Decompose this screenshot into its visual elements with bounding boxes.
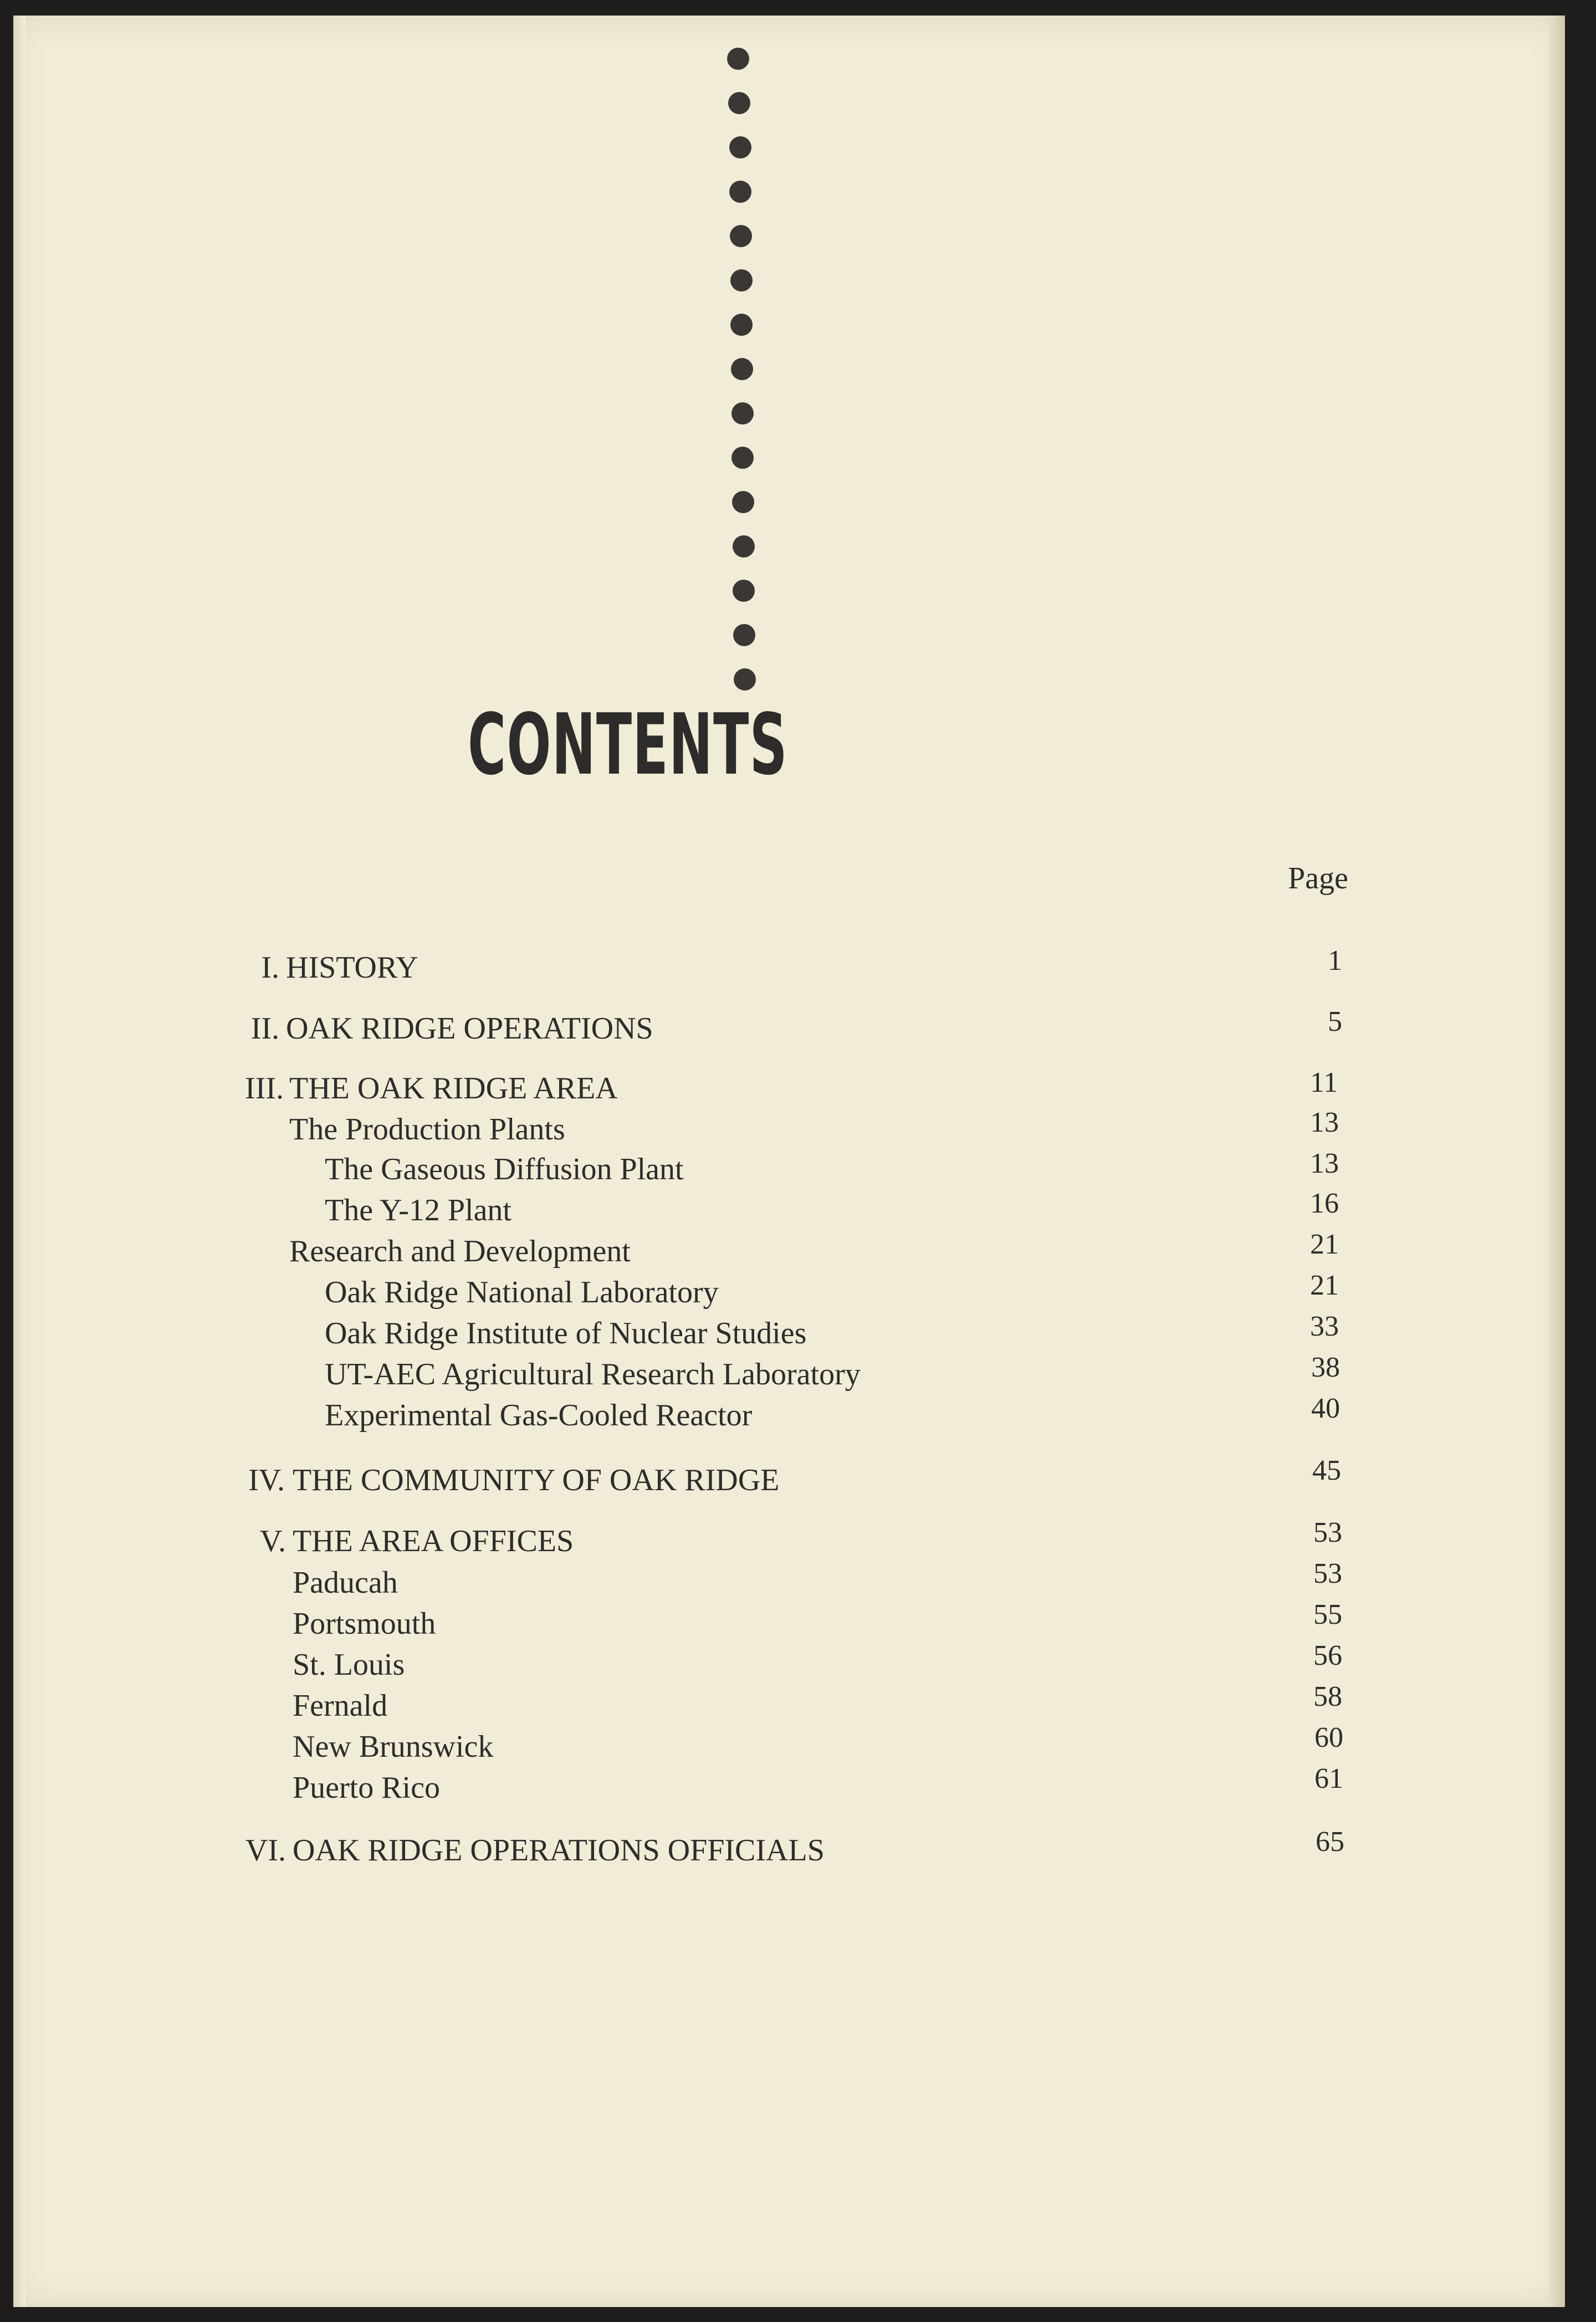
toc-entry-page: 38 [1311,1352,1340,1383]
toc-entry-title: THE OAK RIDGE AREA [289,1071,618,1106]
toc-entry-title: Oak Ridge National Laboratory [325,1275,719,1310]
decorative-dot [730,314,753,336]
toc-entry-page: 53 [1313,1517,1342,1548]
page-edge-right [1548,16,1565,2307]
toc-entry-title: The Y-12 Plant [325,1193,511,1228]
toc-entry-number: IV. [248,1463,285,1497]
page-edge-left [13,16,25,2307]
toc-entry-page: 53 [1313,1558,1342,1589]
decorative-dot [731,358,753,380]
toc-entry-title: Oak Ridge Institute of Nuclear Studies [325,1316,807,1351]
toc-entry-number: II. [250,1011,279,1046]
toc-entry-page: 56 [1313,1640,1342,1671]
toc-entry-number: VI. [245,1833,286,1868]
decorative-dot [727,48,749,70]
toc-entry-title: THE COMMUNITY OF OAK RIDGE [293,1463,780,1497]
toc-entry-page: 21 [1310,1270,1339,1301]
decorative-dot [728,92,750,114]
toc-entry-page: 21 [1310,1229,1339,1260]
toc-entry-page: 16 [1310,1188,1339,1219]
toc-entry-page: 5 [1328,1006,1342,1037]
page-column-label: Page [1288,861,1348,896]
decorative-dot [734,668,756,691]
toc-entry-page: 33 [1310,1311,1339,1342]
decorative-dot [729,181,751,203]
decorative-dot [733,580,755,602]
decorative-dot [733,624,755,646]
toc-entry-number: III. [245,1071,284,1106]
toc-entry-page: 40 [1311,1393,1340,1424]
toc-entry-title: THE AREA OFFICES [293,1524,574,1558]
toc-entry-title: OAK RIDGE OPERATIONS [286,1011,653,1046]
decorative-dot [732,402,754,424]
toc-entry-page: 61 [1314,1763,1343,1794]
toc-entry-page: 58 [1313,1681,1342,1712]
toc-entry-page: 13 [1310,1148,1339,1179]
toc-entry-title: Portsmouth [293,1607,436,1641]
toc-entry-page: 1 [1328,945,1342,976]
page-title: CONTENTS [468,695,788,794]
toc-entry-page: 65 [1316,1826,1344,1858]
decorative-dot [729,136,751,158]
toc-entry-title: UT-AEC Agricultural Research Laboratory [325,1357,861,1392]
toc-entry-title: Fernald [293,1689,388,1723]
decorative-dot [732,447,754,469]
decorative-dot [733,535,755,558]
toc-entry-page: 55 [1313,1599,1342,1630]
toc-entry-number: V. [259,1524,286,1558]
toc-entry-title: The Production Plants [289,1112,565,1147]
toc-entry-page: 60 [1314,1722,1343,1753]
toc-entry-title: HISTORY [286,950,418,985]
toc-entry-number: I. [261,950,279,985]
toc-entry-title: New Brunswick [293,1730,494,1764]
toc-entry-page: 45 [1312,1455,1341,1486]
decorative-dot [732,491,754,513]
toc-entry-title: OAK RIDGE OPERATIONS OFFICIALS [293,1833,825,1868]
toc-entry-title: Experimental Gas-Cooled Reactor [325,1398,753,1433]
toc-entry-page: 11 [1310,1067,1338,1098]
toc-entry-title: Research and Development [289,1234,631,1269]
toc-entry-title: Paducah [293,1566,398,1600]
toc-entry-page: 13 [1310,1107,1339,1138]
document-page [13,16,1565,2307]
toc-entry-title: The Gaseous Diffusion Plant [325,1152,684,1186]
decorative-dot [730,225,752,247]
toc-entry-title: St. Louis [293,1648,405,1682]
decorative-dot [730,269,753,291]
toc-entry-title: Puerto Rico [293,1771,440,1805]
